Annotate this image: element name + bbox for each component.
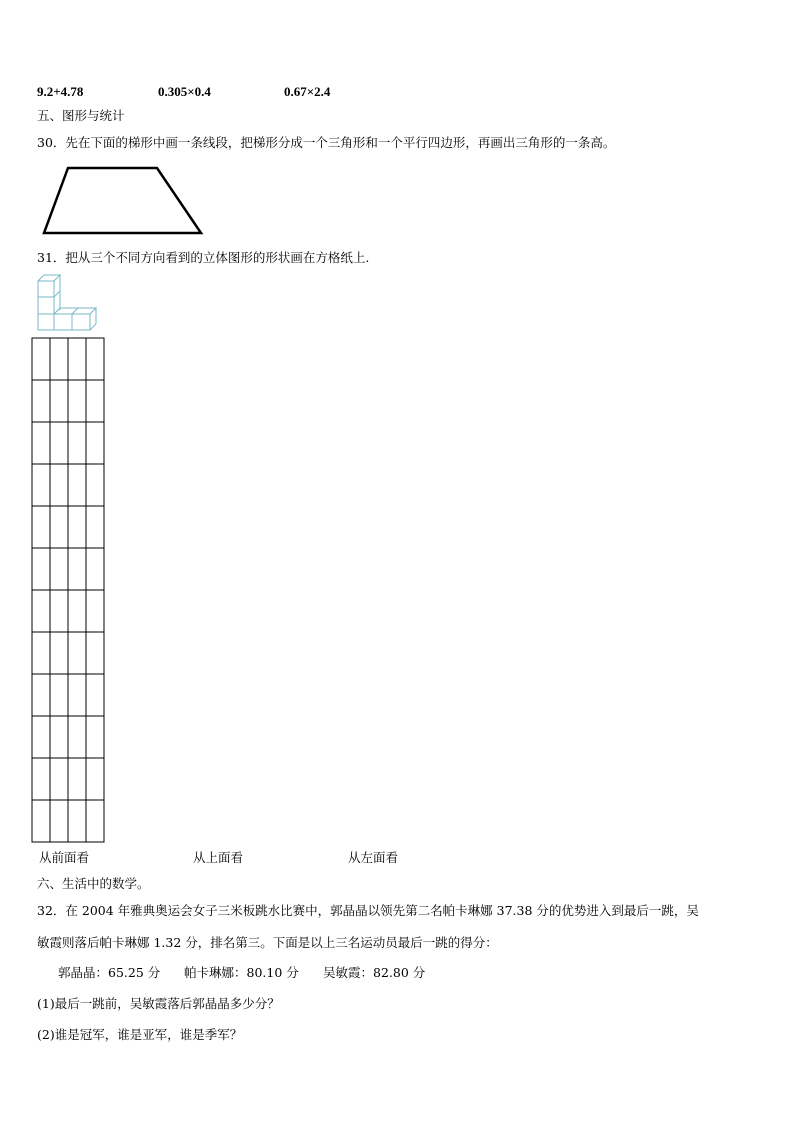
grid-cell[interactable] <box>68 506 86 548</box>
score-wu: 吴敏霞：82.80 分 <box>323 965 426 980</box>
label-left-view: 从左面看 <box>348 850 399 865</box>
grid-cell[interactable] <box>32 380 50 422</box>
grid-cell[interactable] <box>86 464 104 506</box>
cube-solid-figure <box>36 272 100 334</box>
grid-cell[interactable] <box>50 800 68 842</box>
grid-cell[interactable] <box>50 632 68 674</box>
grid-cell[interactable] <box>50 716 68 758</box>
score-pa: 帕卡琳娜：80.10 分 <box>184 965 299 980</box>
grid-cell[interactable] <box>32 338 50 380</box>
grid-cell[interactable] <box>32 716 50 758</box>
grid-cell[interactable] <box>68 758 86 800</box>
calc-expr-2: 0.305×0.4 <box>158 84 211 99</box>
question-31-text: 31．把从三个不同方向看到的立体图形的形状画在方格纸上. <box>37 250 370 265</box>
score-guo: 郭晶晶：65.25 分 <box>58 965 161 980</box>
grid-cell[interactable] <box>50 422 68 464</box>
grid-cell[interactable] <box>50 464 68 506</box>
grid-cell[interactable] <box>86 590 104 632</box>
grid-cell[interactable] <box>68 716 86 758</box>
grid-cell[interactable] <box>50 758 68 800</box>
grid-cell[interactable] <box>32 674 50 716</box>
trapezoid-figure <box>40 162 208 238</box>
grid-cell[interactable] <box>68 674 86 716</box>
grid-cell[interactable] <box>68 548 86 590</box>
grid-cell[interactable] <box>32 800 50 842</box>
grid-cell[interactable] <box>86 758 104 800</box>
label-top-view: 从上面看 <box>193 850 244 865</box>
grid-cell[interactable] <box>32 590 50 632</box>
grid-cell[interactable] <box>86 632 104 674</box>
grid-cell[interactable] <box>68 380 86 422</box>
grid-cell[interactable] <box>50 338 68 380</box>
grid-cell[interactable] <box>32 758 50 800</box>
grid-cell[interactable] <box>32 632 50 674</box>
grid-cell[interactable] <box>86 338 104 380</box>
calc-expr-3: 0.67×2.4 <box>284 84 331 99</box>
grid-cell[interactable] <box>68 800 86 842</box>
grid-cell[interactable] <box>86 380 104 422</box>
calc-expr-1: 9.2+4.78 <box>37 84 84 99</box>
grid-cell[interactable] <box>86 506 104 548</box>
grid-cell[interactable] <box>50 590 68 632</box>
question-32-sub-1: (1)最后一跳前，吴敏霞落后郭晶晶多少分？ <box>37 996 280 1011</box>
section-title-6: 六、生活中的数学。 <box>37 876 150 891</box>
question-32-sub-2: (2)谁是冠军，谁是亚军，谁是季军？ <box>37 1027 243 1042</box>
grid-cell[interactable] <box>86 674 104 716</box>
question-32-line-1: 32．在 2004 年雅典奥运会女子三米板跳水比赛中，郭晶晶以领先第二名帕卡琳娜 37.38 分的优势进入到最后一跳，吴 <box>37 903 699 918</box>
grid-cell[interactable] <box>68 590 86 632</box>
grid-cell[interactable] <box>32 506 50 548</box>
grid-cell[interactable] <box>86 422 104 464</box>
grid-cell[interactable] <box>50 380 68 422</box>
section-title-5: 五、图形与统计 <box>37 108 125 123</box>
question-30-text: 30．先在下面的梯形中画一条线段，把梯形分成一个三角形和一个平行四边形，再画出三角形的一条高。 <box>37 135 616 150</box>
grid-cell[interactable] <box>68 422 86 464</box>
grid-cell[interactable] <box>50 548 68 590</box>
grid-cell[interactable] <box>86 800 104 842</box>
grid-cell[interactable] <box>86 548 104 590</box>
grid-cell[interactable] <box>68 632 86 674</box>
grid-paper[interactable] <box>30 336 106 844</box>
grid-cell[interactable] <box>68 338 86 380</box>
label-front-view: 从前面看 <box>39 850 90 865</box>
grid-cell[interactable] <box>32 548 50 590</box>
grid-cell[interactable] <box>32 464 50 506</box>
grid-cell[interactable] <box>50 506 68 548</box>
grid-cell[interactable] <box>68 464 86 506</box>
grid-cell[interactable] <box>50 674 68 716</box>
question-32-line-2: 敏霞则落后帕卡琳娜 1.32 分，排名第三。下面是以上三名运动员最后一跳的得分： <box>37 935 498 950</box>
grid-cell[interactable] <box>32 422 50 464</box>
grid-cell[interactable] <box>86 716 104 758</box>
